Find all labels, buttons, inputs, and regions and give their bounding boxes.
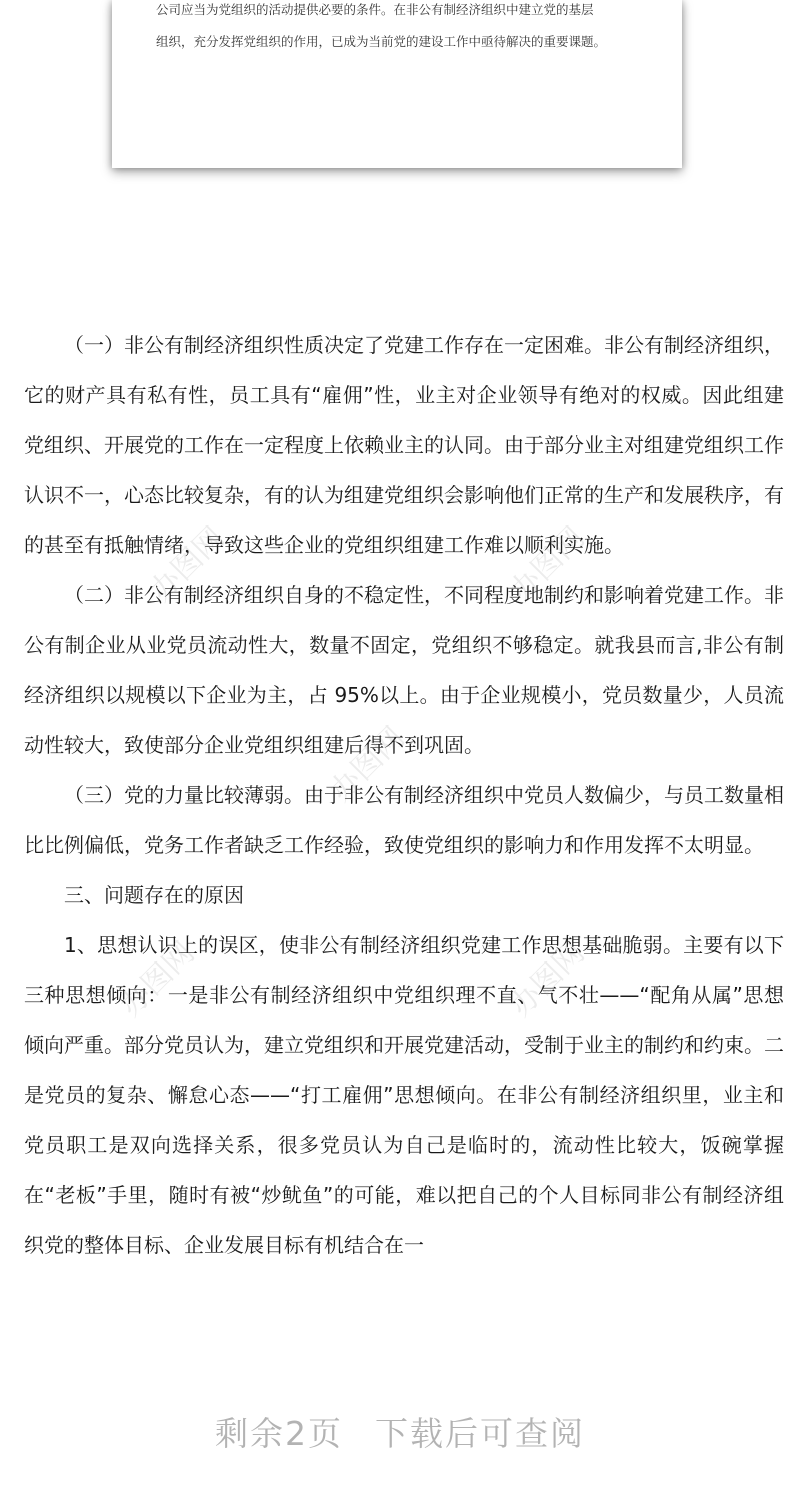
watermark: 办图网 (143, 520, 232, 609)
watermark: 办图网 (503, 520, 592, 609)
watermark: 办图网 (323, 720, 412, 809)
preview-card (112, 0, 682, 168)
section-heading: 三、问题存在的原因 (64, 883, 244, 907)
paragraph-4: 1、思想认识上的误区，使非公有制经济组织党建工作思想基础脆弱。主要有以下三种思想倾向：一是非公有制经济组织中党组织理不直、气不壮——“配角从属”思想倾向严重。部分党员认为，建立党组织和开展党建活动，受制于业主的制约和约束。二是党员的复杂、懈怠心态——“打工雇佣”思想倾向。在非公有制经济组织里，业主和党员职工是双向选择关系，很多党员认为自己是临时的，流动性比较大，饭碗掌握在“老板”手里，随时有被“炒鱿鱼”的可能，难以把自己的个人目标同非公有制经济组织党的整体目标、企业发展目标有机结合在一 (24, 933, 784, 1257)
download-prompt[interactable] (0, 1408, 800, 1455)
document-body (24, 320, 784, 1270)
paragraph-1: （一）非公有制经济组织性质决定了党建工作存在一定困难。非公有制经济组织，它的财产具有私有性，员工具有“雇佣”性，业主对企业领导有绝对的权威。因此组建党组织、开展党的工作在一定程度上依赖业主的认同。由于部分业主对组建党组织工作认识不一，心态比较复杂，有的认为组建党组织会影响他们正常的生产和发展秩序，有的甚至有抵触情绪，导致这些企业的党组织组建工作难以顺利实施。 (24, 333, 784, 557)
card-text-line: 公司应当为党组织的活动提供必要的条件。在非公有制经济组织中建立党的基层 (156, 2, 594, 17)
download-to-view-label: 下载后可查阅 (375, 1414, 585, 1453)
paragraph-3: （三）党的力量比较薄弱。由于非公有制经济组织中党员人数偏少，与员工数量相比比例偏低，党务工作者缺乏工作经验，致使党组织的影响力和作用发挥不太明显。 (24, 783, 784, 857)
paragraph-2: （二）非公有制经济组织自身的不稳定性，不同程度地制约和影响着党建工作。非公有制企业从业党员流动性大，数量不固定，党组织不够稳定。就我县而言,非公有制经济组织以规模以下企业为主，占 95%以上。由于企业规模小，党员数量少，人员流动性较大，致使部分企业党组织组建后得不到巩固。 (24, 583, 784, 757)
watermark: 办图网 (503, 935, 592, 1024)
watermark: 办图网 (113, 935, 202, 1024)
remaining-pages-label: 剩余2页 (215, 1414, 343, 1453)
card-text-line: 组织，充分发挥党组织的作用，已成为当前党的建设工作中亟待解决的重要课题。 (156, 34, 607, 49)
